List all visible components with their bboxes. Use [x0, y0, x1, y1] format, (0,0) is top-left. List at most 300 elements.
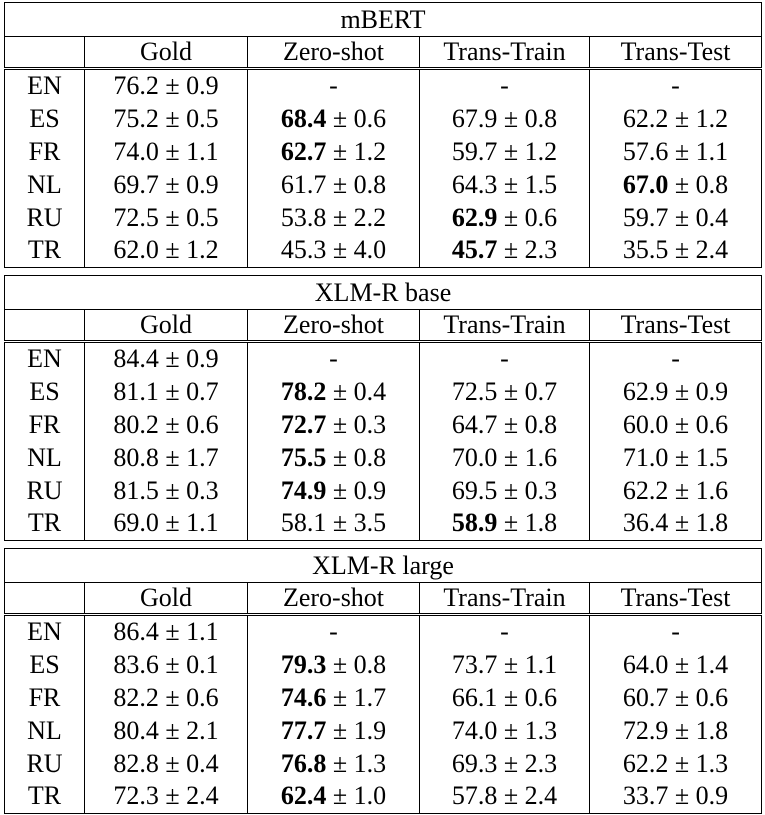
score-cell: [590, 507, 762, 540]
std-dev-value: 0.3: [186, 475, 219, 505]
plus-minus-sign: ±: [158, 409, 187, 439]
score-cell: [248, 168, 420, 201]
header-empty-cell: [5, 583, 85, 615]
score-cell: [590, 409, 762, 442]
score-cell: [248, 747, 420, 780]
column-header-row: [5, 37, 762, 69]
plus-minus-sign: ±: [158, 781, 187, 811]
table-row: [5, 376, 762, 409]
best-score-value: 62.9: [451, 202, 498, 232]
std-dev-value: 1.5: [695, 442, 729, 472]
plus-minus-sign: ±: [158, 442, 187, 472]
plus-minus-sign: ±: [668, 235, 696, 265]
std-dev-value: 0.6: [186, 682, 219, 712]
column-header: Trans-Train: [420, 37, 590, 69]
score-cell: [420, 409, 590, 442]
empty-value-dash: -: [671, 617, 680, 647]
score-value: 80.4: [113, 715, 159, 745]
std-dev-value: 0.9: [186, 71, 219, 101]
language-label: FR: [5, 409, 85, 442]
std-dev-value: 1.2: [186, 235, 219, 265]
std-dev-value: 1.7: [353, 682, 387, 712]
score-cell: [420, 714, 590, 747]
score-cell: [248, 714, 420, 747]
std-dev-value: 2.3: [524, 235, 558, 265]
best-score-value: 77.7: [280, 715, 327, 745]
table-row: [5, 441, 762, 474]
language-label: FR: [5, 136, 85, 169]
score-cell: [590, 342, 762, 376]
score-cell: [590, 747, 762, 780]
plus-minus-sign: ±: [668, 650, 696, 680]
score-cell: [420, 649, 590, 682]
table-row: [5, 649, 762, 682]
plus-minus-sign: ±: [497, 650, 525, 680]
table-row: [5, 682, 762, 715]
score-cell: [85, 682, 248, 715]
score-value: 59.7: [451, 136, 498, 166]
plus-minus-sign: ±: [158, 169, 187, 199]
std-dev-value: 2.1: [186, 715, 219, 745]
score-value: 59.7: [622, 202, 669, 232]
score-cell: [590, 201, 762, 234]
std-dev-value: 0.4: [353, 377, 387, 407]
score-cell: [420, 441, 590, 474]
score-value: 35.5: [622, 235, 669, 265]
plus-minus-sign: ±: [497, 235, 525, 265]
language-label: EN: [5, 69, 85, 103]
column-header: Trans-Test: [590, 583, 762, 615]
empty-value-dash: -: [500, 344, 509, 374]
table-row: [5, 507, 762, 540]
plus-minus-sign: ±: [326, 682, 354, 712]
language-label: FR: [5, 682, 85, 715]
score-cell: [85, 714, 248, 747]
header-empty-cell: [5, 310, 85, 342]
score-cell: [248, 507, 420, 540]
score-cell: [85, 474, 248, 507]
score-cell: [590, 136, 762, 169]
language-label: RU: [5, 201, 85, 234]
plus-minus-sign: ±: [326, 169, 354, 199]
results-table-block: [4, 548, 762, 814]
score-value: 75.2: [113, 104, 159, 134]
results-table-block: [4, 2, 762, 268]
std-dev-value: 1.6: [695, 475, 729, 505]
score-cell: [590, 649, 762, 682]
best-score-value: 76.8: [280, 748, 327, 778]
score-cell: [85, 103, 248, 136]
score-value: 67.9: [451, 104, 498, 134]
plus-minus-sign: ±: [158, 377, 187, 407]
std-dev-value: 4.0: [353, 235, 387, 265]
std-dev-value: 1.3: [353, 748, 387, 778]
plus-minus-sign: ±: [668, 475, 696, 505]
best-score-value: 62.4: [280, 781, 327, 811]
score-value: 80.2: [113, 409, 159, 439]
plus-minus-sign: ±: [158, 202, 187, 232]
score-value: 36.4: [622, 508, 669, 538]
score-value: 57.8: [451, 781, 498, 811]
plus-minus-sign: ±: [497, 202, 525, 232]
score-value: 71.0: [622, 442, 669, 472]
score-cell: [85, 615, 248, 649]
best-score-value: 74.9: [280, 475, 327, 505]
best-score-value: 62.7: [280, 136, 327, 166]
score-cell: [85, 376, 248, 409]
score-cell: [248, 682, 420, 715]
score-value: 62.9: [622, 377, 669, 407]
std-dev-value: 0.6: [524, 682, 558, 712]
std-dev-value: 1.2: [695, 104, 729, 134]
table-row: [5, 69, 762, 103]
plus-minus-sign: ±: [326, 748, 354, 778]
std-dev-value: 0.4: [695, 202, 729, 232]
std-dev-value: 0.9: [186, 169, 219, 199]
std-dev-value: 1.4: [695, 650, 729, 680]
score-cell: [590, 615, 762, 649]
plus-minus-sign: ±: [497, 475, 525, 505]
std-dev-value: 0.5: [186, 104, 219, 134]
score-value: 60.7: [622, 682, 669, 712]
std-dev-value: 1.1: [695, 136, 729, 166]
plus-minus-sign: ±: [497, 136, 525, 166]
score-cell: [248, 201, 420, 234]
plus-minus-sign: ±: [668, 104, 696, 134]
language-label: RU: [5, 474, 85, 507]
std-dev-value: 1.2: [353, 136, 387, 166]
score-value: 72.5: [451, 377, 498, 407]
score-value: 74.0: [113, 136, 159, 166]
score-cell: [420, 342, 590, 376]
std-dev-value: 2.2: [353, 202, 387, 232]
score-cell: [590, 682, 762, 715]
table-row: [5, 780, 762, 813]
table-row: [5, 714, 762, 747]
plus-minus-sign: ±: [497, 169, 525, 199]
block-title-row: [5, 3, 762, 37]
score-value: 62.0: [113, 235, 159, 265]
plus-minus-sign: ±: [326, 104, 354, 134]
std-dev-value: 2.4: [524, 781, 558, 811]
plus-minus-sign: ±: [326, 475, 354, 505]
score-value: 69.5: [451, 475, 498, 505]
std-dev-value: 0.8: [524, 409, 558, 439]
table-row: [5, 136, 762, 169]
score-value: 69.3: [451, 748, 498, 778]
std-dev-value: 3.5: [353, 508, 387, 538]
score-cell: [248, 342, 420, 376]
score-cell: [420, 201, 590, 234]
plus-minus-sign: ±: [326, 409, 354, 439]
table-row: [5, 615, 762, 649]
score-cell: [85, 507, 248, 540]
std-dev-value: 1.1: [186, 136, 219, 166]
score-value: 84.4: [113, 344, 159, 374]
plus-minus-sign: ±: [497, 781, 525, 811]
column-header-row: [5, 310, 762, 342]
score-cell: [420, 376, 590, 409]
plus-minus-sign: ±: [326, 715, 354, 745]
plus-minus-sign: ±: [158, 235, 187, 265]
score-cell: [248, 69, 420, 103]
std-dev-value: 1.5: [524, 169, 558, 199]
std-dev-value: 0.8: [353, 650, 387, 680]
language-label: ES: [5, 649, 85, 682]
score-value: 64.3: [451, 169, 498, 199]
best-score-value: 67.0: [622, 169, 669, 199]
score-cell: [590, 441, 762, 474]
score-cell: [248, 136, 420, 169]
empty-value-dash: -: [500, 71, 509, 101]
std-dev-value: 1.9: [353, 715, 387, 745]
empty-value-dash: -: [329, 71, 338, 101]
language-label: EN: [5, 615, 85, 649]
score-value: 64.7: [451, 409, 498, 439]
language-label: RU: [5, 747, 85, 780]
std-dev-value: 0.4: [186, 748, 219, 778]
std-dev-value: 0.8: [353, 442, 387, 472]
block-title-row: [5, 276, 762, 310]
score-value: 83.6: [113, 650, 159, 680]
score-value: 69.7: [113, 169, 159, 199]
plus-minus-sign: ±: [158, 682, 187, 712]
plus-minus-sign: ±: [497, 409, 525, 439]
std-dev-value: 0.7: [524, 377, 558, 407]
score-cell: [420, 168, 590, 201]
best-score-value: 79.3: [280, 650, 327, 680]
score-cell: [85, 201, 248, 234]
header-empty-cell: [5, 37, 85, 69]
score-cell: [420, 103, 590, 136]
std-dev-value: 0.9: [353, 475, 387, 505]
score-cell: [248, 376, 420, 409]
table-row: [5, 234, 762, 267]
std-dev-value: 1.6: [524, 442, 558, 472]
best-score-value: 68.4: [280, 104, 327, 134]
language-label: ES: [5, 376, 85, 409]
score-value: 61.7: [280, 169, 327, 199]
score-value: 74.0: [451, 715, 498, 745]
best-score-value: 72.7: [280, 409, 327, 439]
score-cell: [248, 409, 420, 442]
score-cell: [85, 649, 248, 682]
best-score-value: 58.9: [451, 508, 498, 538]
plus-minus-sign: ±: [497, 442, 525, 472]
score-value: 62.2: [622, 475, 669, 505]
empty-value-dash: -: [329, 617, 338, 647]
score-value: 76.2: [113, 71, 159, 101]
score-cell: [590, 234, 762, 267]
plus-minus-sign: ±: [326, 650, 354, 680]
std-dev-value: 0.9: [695, 781, 729, 811]
std-dev-value: 1.1: [186, 508, 219, 538]
column-header: Trans-Train: [420, 310, 590, 342]
std-dev-value: 1.3: [524, 715, 558, 745]
plus-minus-sign: ±: [668, 682, 696, 712]
column-header: Gold: [85, 37, 248, 69]
score-cell: [590, 376, 762, 409]
std-dev-value: 1.8: [524, 508, 558, 538]
std-dev-value: 1.8: [695, 715, 729, 745]
std-dev-value: 0.8: [353, 169, 387, 199]
plus-minus-sign: ±: [497, 682, 525, 712]
score-value: 72.3: [113, 781, 159, 811]
column-header-row: [5, 583, 762, 615]
std-dev-value: 2.3: [524, 748, 558, 778]
std-dev-value: 1.0: [353, 781, 387, 811]
plus-minus-sign: ±: [326, 235, 354, 265]
empty-value-dash: -: [671, 344, 680, 374]
score-cell: [85, 69, 248, 103]
score-cell: [85, 747, 248, 780]
model-title: mBERT: [5, 3, 762, 37]
score-cell: [248, 649, 420, 682]
best-score-value: 74.6: [280, 682, 327, 712]
score-cell: [590, 69, 762, 103]
block-title-row: [5, 549, 762, 583]
score-cell: [85, 780, 248, 813]
score-value: 72.9: [622, 715, 669, 745]
table-row: [5, 103, 762, 136]
score-value: 80.8: [113, 442, 159, 472]
score-cell: [420, 507, 590, 540]
score-cell: [420, 234, 590, 267]
score-cell: [85, 136, 248, 169]
plus-minus-sign: ±: [668, 442, 696, 472]
score-cell: [590, 168, 762, 201]
score-cell: [248, 780, 420, 813]
std-dev-value: 0.9: [186, 344, 219, 374]
column-header: Trans-Test: [590, 37, 762, 69]
column-header: Zero-shot: [248, 583, 420, 615]
score-cell: [85, 342, 248, 376]
table-row: [5, 168, 762, 201]
score-cell: [248, 103, 420, 136]
column-header: Trans-Train: [420, 583, 590, 615]
score-value: 70.0: [451, 442, 498, 472]
column-header: Gold: [85, 310, 248, 342]
plus-minus-sign: ±: [158, 71, 187, 101]
language-label: TR: [5, 507, 85, 540]
std-dev-value: 0.6: [186, 409, 219, 439]
score-value: 57.6: [622, 136, 669, 166]
column-header: Zero-shot: [248, 310, 420, 342]
table-row: [5, 747, 762, 780]
score-cell: [420, 682, 590, 715]
language-label: TR: [5, 780, 85, 813]
std-dev-value: 1.8: [695, 508, 729, 538]
std-dev-value: 0.6: [353, 104, 387, 134]
plus-minus-sign: ±: [158, 475, 187, 505]
score-cell: [590, 780, 762, 813]
score-cell: [420, 780, 590, 813]
table-row: [5, 342, 762, 376]
results-table-block: [4, 275, 762, 541]
plus-minus-sign: ±: [326, 202, 354, 232]
score-cell: [420, 136, 590, 169]
score-value: 82.8: [113, 748, 159, 778]
score-value: 45.3: [280, 235, 327, 265]
plus-minus-sign: ±: [668, 202, 696, 232]
std-dev-value: 0.5: [186, 202, 219, 232]
plus-minus-sign: ±: [326, 442, 354, 472]
std-dev-value: 1.2: [524, 136, 558, 166]
std-dev-value: 0.6: [524, 202, 558, 232]
plus-minus-sign: ±: [668, 136, 696, 166]
plus-minus-sign: ±: [668, 169, 696, 199]
empty-value-dash: -: [671, 71, 680, 101]
std-dev-value: 0.8: [695, 169, 729, 199]
std-dev-value: 0.1: [186, 650, 219, 680]
score-cell: [420, 69, 590, 103]
model-title: XLM-R large: [5, 549, 762, 583]
score-value: 62.2: [622, 104, 669, 134]
score-cell: [85, 168, 248, 201]
score-cell: [248, 441, 420, 474]
score-value: 81.5: [113, 475, 159, 505]
score-cell: [85, 441, 248, 474]
plus-minus-sign: ±: [326, 377, 354, 407]
language-label: NL: [5, 714, 85, 747]
language-label: ES: [5, 103, 85, 136]
plus-minus-sign: ±: [158, 104, 187, 134]
table-row: [5, 409, 762, 442]
plus-minus-sign: ±: [668, 508, 696, 538]
column-header: Gold: [85, 583, 248, 615]
plus-minus-sign: ±: [497, 377, 525, 407]
std-dev-value: 2.4: [186, 781, 219, 811]
std-dev-value: 0.8: [524, 104, 558, 134]
plus-minus-sign: ±: [497, 508, 525, 538]
score-value: 33.7: [622, 781, 669, 811]
score-cell: [85, 409, 248, 442]
language-label: TR: [5, 234, 85, 267]
std-dev-value: 0.3: [353, 409, 387, 439]
std-dev-value: 0.7: [186, 377, 219, 407]
plus-minus-sign: ±: [158, 715, 187, 745]
plus-minus-sign: ±: [497, 715, 525, 745]
best-score-value: 75.5: [280, 442, 327, 472]
plus-minus-sign: ±: [158, 508, 187, 538]
score-value: 86.4: [113, 617, 159, 647]
plus-minus-sign: ±: [158, 748, 187, 778]
score-cell: [85, 234, 248, 267]
best-score-value: 78.2: [280, 377, 327, 407]
std-dev-value: 0.9: [695, 377, 729, 407]
plus-minus-sign: ±: [158, 617, 187, 647]
plus-minus-sign: ±: [326, 781, 354, 811]
score-value: 69.0: [113, 508, 159, 538]
score-value: 82.2: [113, 682, 159, 712]
table-row: [5, 201, 762, 234]
best-score-value: 45.7: [451, 235, 498, 265]
language-label: NL: [5, 168, 85, 201]
score-value: 53.8: [280, 202, 327, 232]
plus-minus-sign: ±: [497, 104, 525, 134]
language-label: NL: [5, 441, 85, 474]
score-value: 73.7: [451, 650, 498, 680]
score-value: 66.1: [451, 682, 498, 712]
score-value: 81.1: [113, 377, 159, 407]
std-dev-value: 0.3: [524, 475, 558, 505]
score-cell: [590, 103, 762, 136]
score-cell: [248, 474, 420, 507]
plus-minus-sign: ±: [668, 377, 696, 407]
score-cell: [420, 474, 590, 507]
score-cell: [590, 474, 762, 507]
plus-minus-sign: ±: [668, 409, 696, 439]
